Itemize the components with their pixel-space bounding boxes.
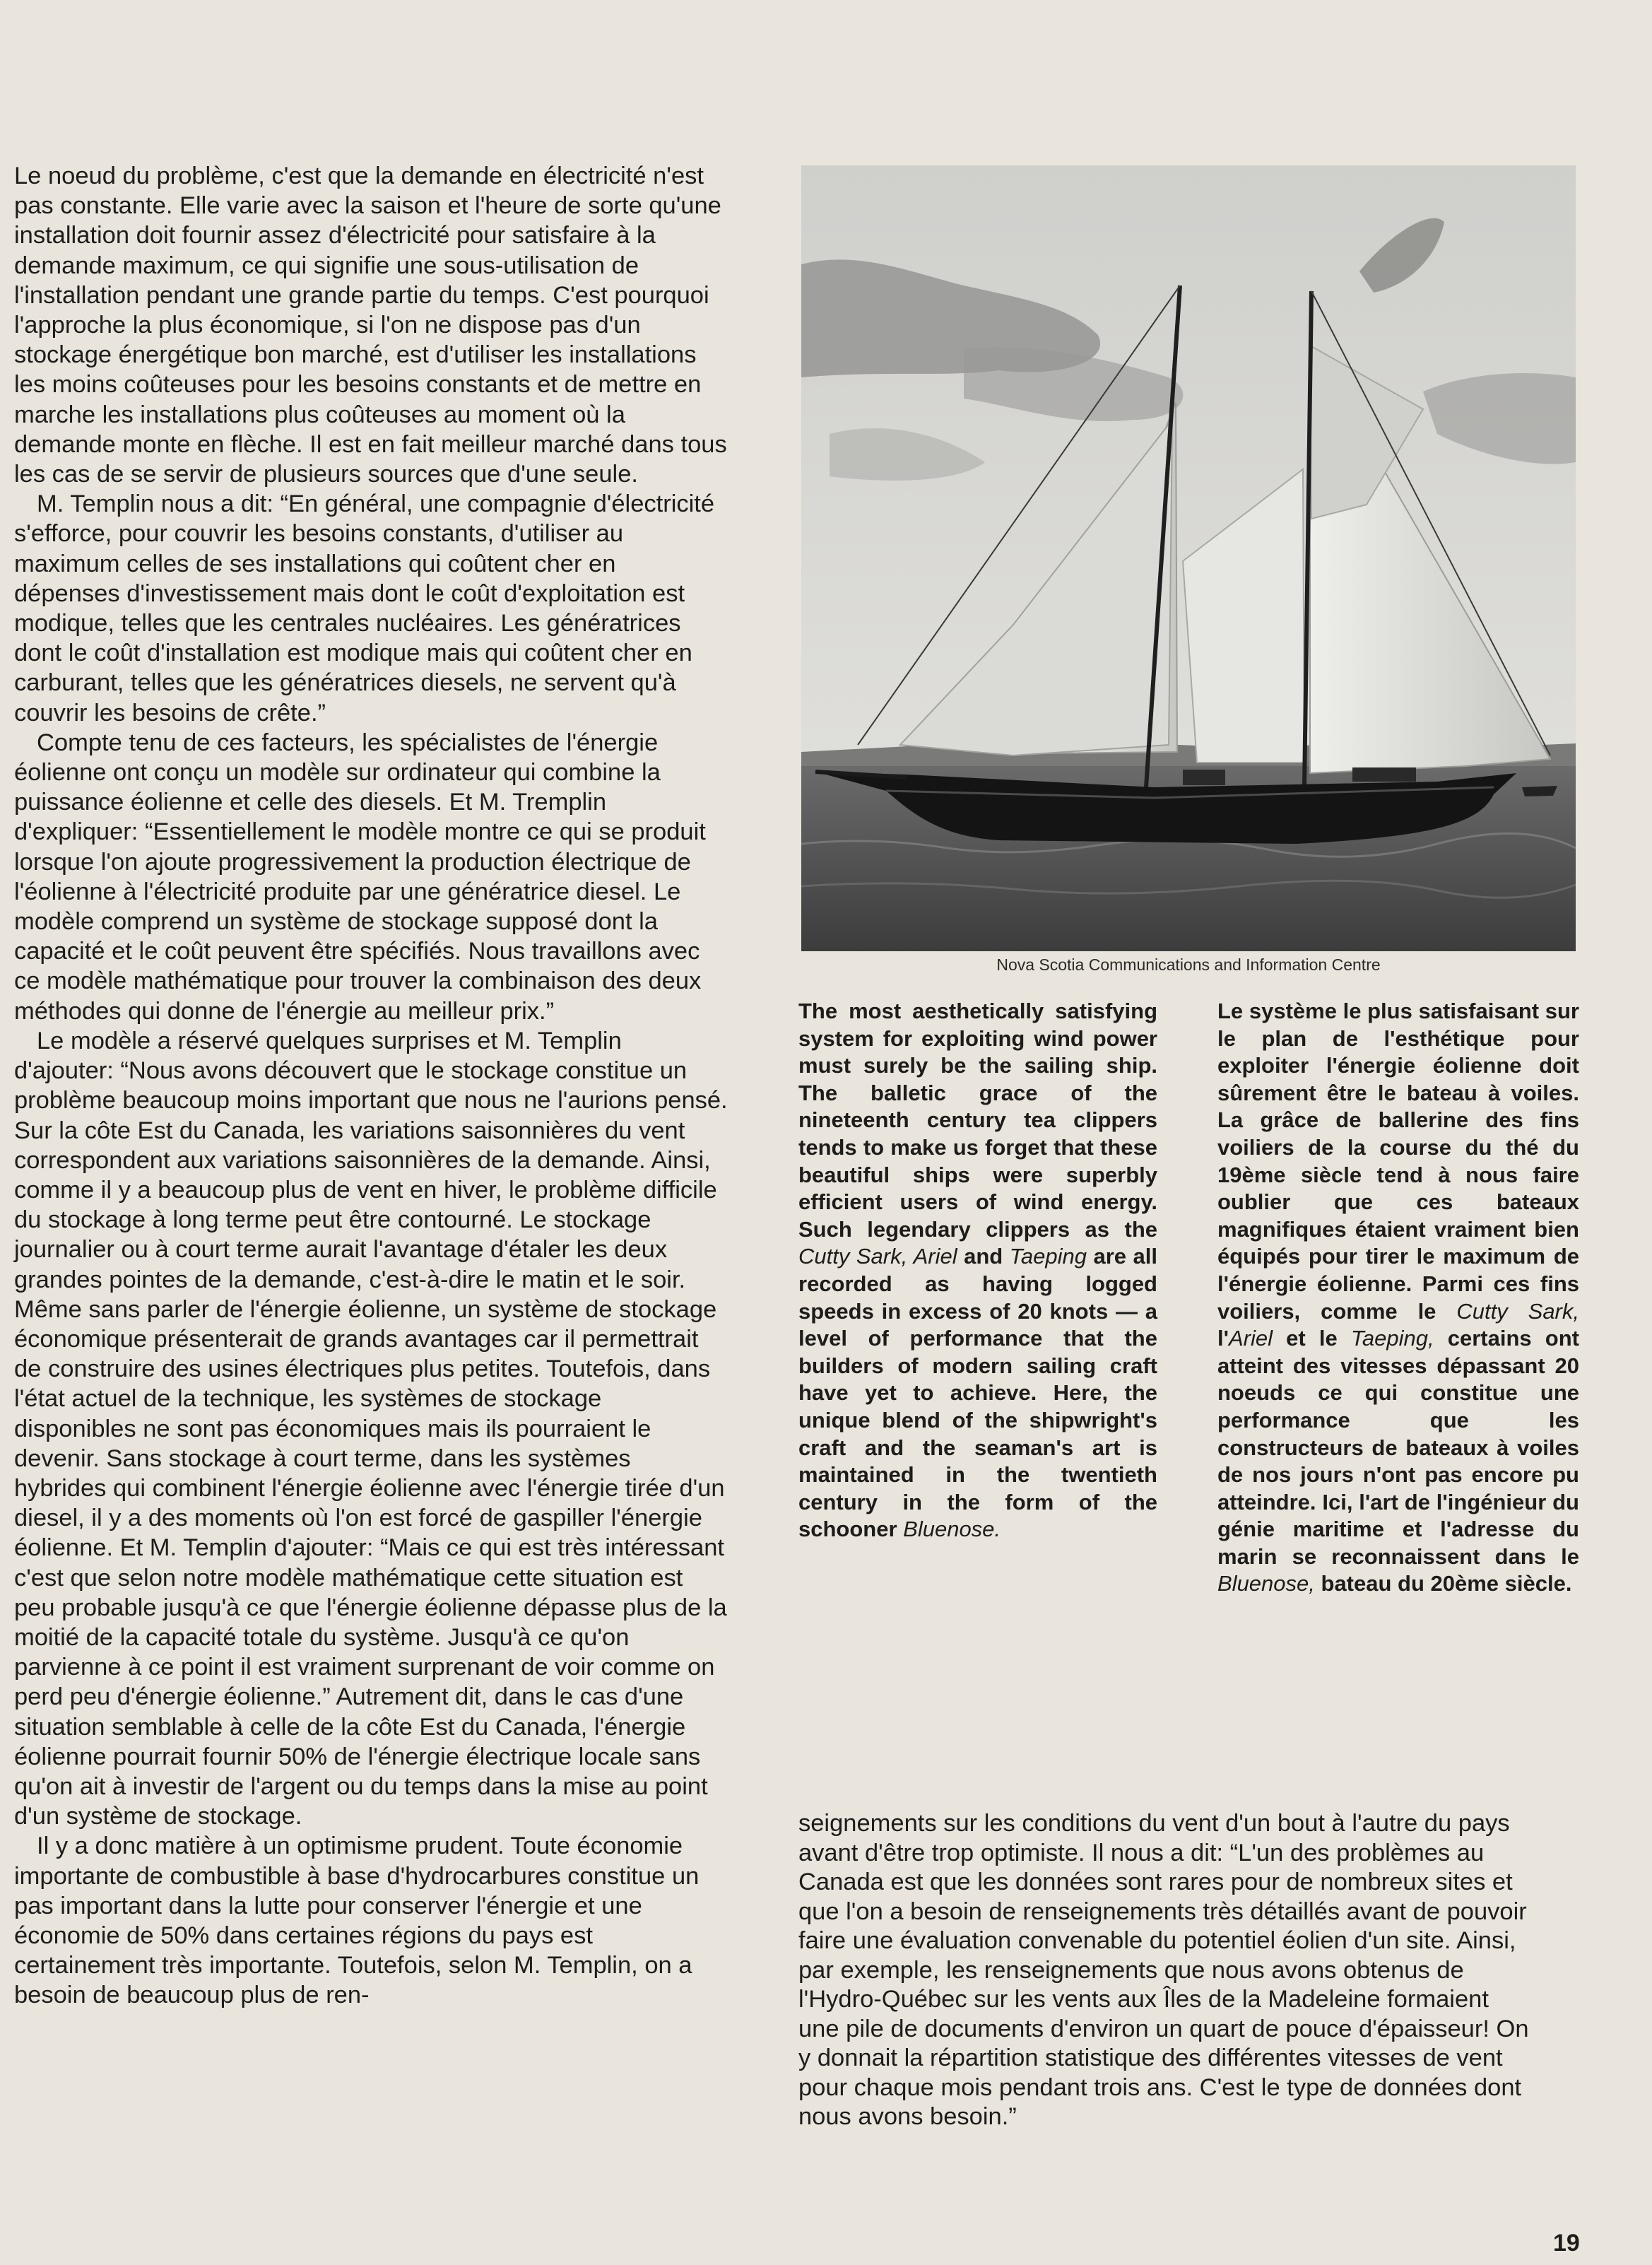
left-column [14,161,728,2011]
caption-english-text: The most aesthetically satisfying system for exploiting wind power must surely be the sailing ship. The balletic grace of the nineteenth century tea clippers tends to make us forget that these beautiful ships were superbly efficient users of wind energy. Such legendary clippers as the Cutty Sark, Ariel and Taeping are all recorded as having logged speeds in excess of 20 knots — a level of performance that the builders of modern sailing craft have yet to achieve. Here, the unique blend of the shipwright's craft and the seaman's art is maintained in the twentieth century in the form of the schooner Bluenose. [798,999,1157,1542]
right-column [798,1809,1533,2132]
paragraph: Compte tenu de ces facteurs, les spécialistes de l'énergie éolienne ont conçu un modèle sur ordinateur qui combine la puissance éolienne et celle des diesels. Et M. Tremplin d'expliquer: “Essentiellement le modèle montre ce qui se produit lorsque l'on ajoute progressivement la production électrique de l'éolienne à l'électricité produite par une génératrice diesel. Le modèle comprend un système de stockage supposé dont la capacité et le coût peuvent être spécifiés. Nous travaillons avec ce modèle mathématique pour trouver la combinaison des deux méthodes qui donne de l'énergie au meilleur prix.” [14,729,706,1025]
paragraph: M. Templin nous a dit: “En général, une compagnie d'électricité s'efforce, pour couvrir les besoins constants, d'utiliser au maximum celles de ses installations qui coûtent cher en dépenses d'investissement mais dont le coût d'exploitation est modique, telles que les centrales nucléaires. Les génératrices dont le coût d'installation est modique mais qui coûtent cher en carburant, telles que les génératrices diesels, ne servent qu'à couvrir les besoins de crête.” [14,490,715,726]
schooner-photo [801,165,1576,951]
photo-credit: Nova Scotia Communications and Information Centre [996,955,1381,974]
paragraph: seignements sur les conditions du vent d'un bout à l'autre du pays avant d'être trop optimiste. Il nous a dit: “L'un des problèmes au Canada est que les données sont rares pour de nombreux sites et que l'on a besoin de renseignements très détaillés avant de pouvoir faire une évaluation convenable du potentiel éolien d'un site. Ainsi, par exemple, les renseignements que nous avons obtenus de l'Hydro-Québec sur les vents aux Îles de la Madeleine formaient une pile de documents d'environ un quart de pouce d'épaisseur! On y donnait la répartition statistique des différentes vitesses de vent pour chaque mois pendant trois ans. C'est le type de données dont nous avons besoin.” [798,1810,1529,2130]
paragraph: Il y a donc matière à un optimisme prudent. Toute économie importante de combustible à base d'hydrocarbures constitue un pas important dans la lutte pour conserver l'énergie et une économie de 50% dans certaines régions du pays est certainement très importante. Toutefois, selon M. Templin, on a besoin de beaucoup plus de ren- [14,1832,700,2009]
paragraph: Le noeud du problème, c'est que la demande en électricité n'est pas constante. Elle varie avec la saison et l'heure de sorte qu'une installation doit fournir assez d'électricité pour satisfaire à la demande maximum, ce qui signifie une sous-utilisation de l'installation pendant une grande partie du temps. C'est pourquoi l'approche la plus économique, si l'on ne dispose pas d'un stockage énergétique bon marché, est d'utiliser les installations les moins coûteuses pour les besoins constants et de mettre en marche les installations plus coûteuses au moment où la demande monte en flèche. Il est en fait meilleur marché dans tous les cas de se servir de plusieurs sources que d'une seule. [14,163,727,488]
paragraph: Le modèle a réservé quelques surprises et M. Templin d'ajouter: “Nous avons découvert que le stockage constitue un problème beaucoup moins important que nous ne l'aurions pensé. Sur la côte Est du Canada, les variations saisonnières du vent correspondent aux variations saisonnières de la demande. Ainsi, comme il y a beaucoup plus de vent en hiver, le problème difficile du stockage à long terme peut être contourné. Le stockage journalier ou à court terme aurait l'avantage d'étaler les deux grandes pointes de la demande, c'est-à-dire le matin et le soir. Même sans parler de l'énergie éolienne, un système de stockage économique présenterait de grands avantages car il permettrait de construire des usines électriques plus petites. Toutefois, dans l'état actuel de la technique, les systèmes de stockage disponibles ne sont pas économiques mais ils pourraient le devenir. Sans stockage à court terme, dans les systèmes hybrides qui combinent l'énergie éolienne avec l'énergie tirée d'un diesel, il y a des moments où l'on est forcé de gaspiller l'énergie éolienne. Et M. Templin d'ajouter: “Mais ce qui est très intéressant c'est que selon notre modèle mathématique cette situation est peu probable jusqu'à ce que l'énergie éolienne dépasse plus de la moitié de la capacité totale du système. Jusqu'à ce qu'on parvienne à ce point il est vraiment surprenant de voir comme on perd peu d'énergie éolienne.” Autrement dit, dans le cas d'une situation semblable à celle de la côte Est du Canada, l'énergie éolienne pourrait fournir 50% de l'énergie électrique locale sans qu'on ait à investir de l'argent ou du temps dans la mise au point d'un système de stockage. [14,1027,728,1830]
page-number: 19 [1553,2230,1580,2257]
caption-english [798,998,1157,1543]
caption-french-text: Le système le plus satisfaisant sur le plan de l'esthétique pour exploiter l'énergie éolienne doit sûrement être le bateau à voiles. La grâce de ballerine des fins voiliers de la course du thé du 19ème siècle tend à nous faire oublier que ces bateaux magnifiques étaient vraiment bien équipés pour tirer le maximum de l'énergie éolienne. Parmi ces fins voiliers, comme le Cutty Sark, l'Ariel et le Taeping, certains ont atteint des vitesses dépassant 20 noeuds ce qui constitue une performance que les constructeurs de bateaux à voiles de nos jours n'ont pas encore pu atteindre. Ici, l'art de l'ingénieur du génie maritime et l'adresse du marin se reconnaissent dans le Bluenose, bateau du 20ème siècle. [1217,999,1579,1596]
caption-french [1217,998,1579,1598]
